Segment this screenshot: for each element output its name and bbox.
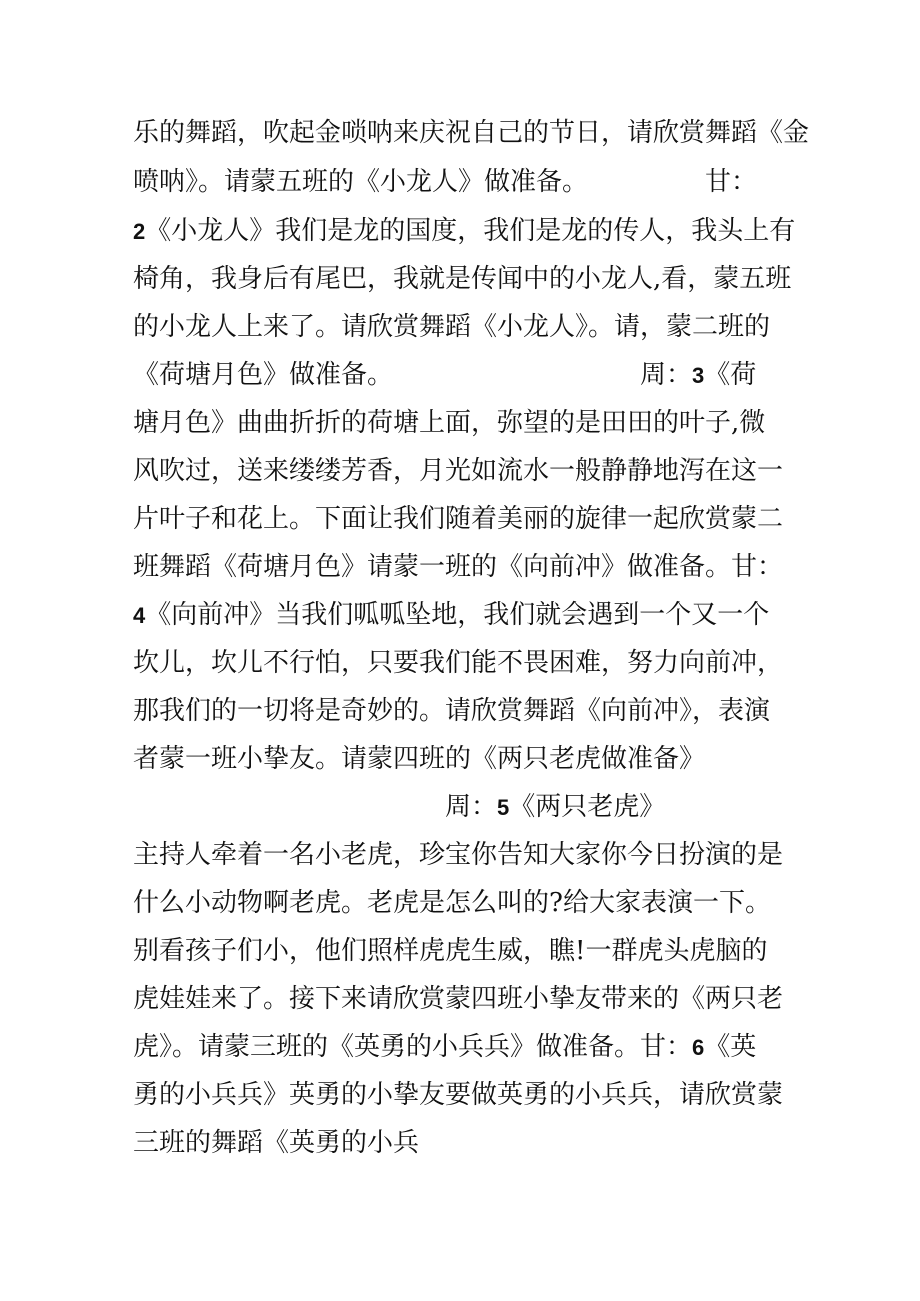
text-line-17: 什么小动物啊老虎。老虎是怎么叫的?给大家表演一下。 xyxy=(133,888,771,918)
text-line-13: 那我们的一切将是奇妙的。请欣赏舞蹈《向前冲》，表演 xyxy=(133,696,771,726)
text-line-5: 的小龙人上来了。请欣赏舞蹈《小龙人》。请，蒙二班的 xyxy=(133,312,771,342)
text-line-11: 4《向前冲》当我们呱呱坠地，我们就会遇到一个又一个 xyxy=(133,600,770,630)
text-line-19: 虎娃娃来了。接下来请欣赏蒙四班小挚友带来的《两只老 xyxy=(133,984,784,1014)
text-line-2: 喷呐》。请蒙五班的《小龙人》做准备。 甘： xyxy=(133,167,758,197)
text-line-21: 勇的小兵兵》英勇的小挚友要做英勇的小兵兵，请欣赏蒙 xyxy=(133,1080,784,1110)
text-line-18: 别看孩子们小，他们照样虎虎生威，瞧!一群虎头虎脑的 xyxy=(133,936,768,966)
text-line-20: 虎》。请蒙三班的《英勇的小兵兵》做准备。甘：6《英 xyxy=(133,1032,757,1062)
text-line-1: 乐的舞蹈，吹起金唢呐来庆祝自己的节日，请欣赏舞蹈《金 xyxy=(133,118,810,148)
text-line-16: 主持人牵着一名小老虎，珍宝你告知大家你今日扮演的是 xyxy=(133,840,784,870)
text-line-10: 班舞蹈《荷塘月色》请蒙一班的《向前冲》做准备。甘： xyxy=(133,552,784,582)
text-line-14: 者蒙一班小挚友。请蒙四班的《两只老虎做准备》 xyxy=(133,744,706,774)
text-line-3: 2《小龙人》我们是龙的国度，我们是龙的传人，我头上有 xyxy=(133,216,796,246)
text-line-12: 坎儿，坎儿不行怕，只要我们能不畏困难，努力向前冲， xyxy=(133,648,784,678)
text-line-8: 风吹过，送来缕缕芳香，月光如流水一般静静地泻在这一 xyxy=(133,456,784,486)
text-line-22: 三班的舞蹈《英勇的小兵 xyxy=(133,1128,420,1158)
text-line-9: 片叶子和花上。下面让我们随着美丽的旋律一起欣赏蒙二 xyxy=(133,504,784,534)
text-line-4: 椅角，我身后有尾巴，我就是传闻中的小龙人,看，蒙五班 xyxy=(133,264,792,294)
text-line-7: 塘月色》曲曲折折的荷塘上面，弥望的是田田的叶子,微 xyxy=(133,408,766,438)
text-line-15: 周：5《两只老虎》 xyxy=(133,792,666,822)
text-line-6: 《荷塘月色》做准备。 周：3《荷 xyxy=(133,360,757,390)
